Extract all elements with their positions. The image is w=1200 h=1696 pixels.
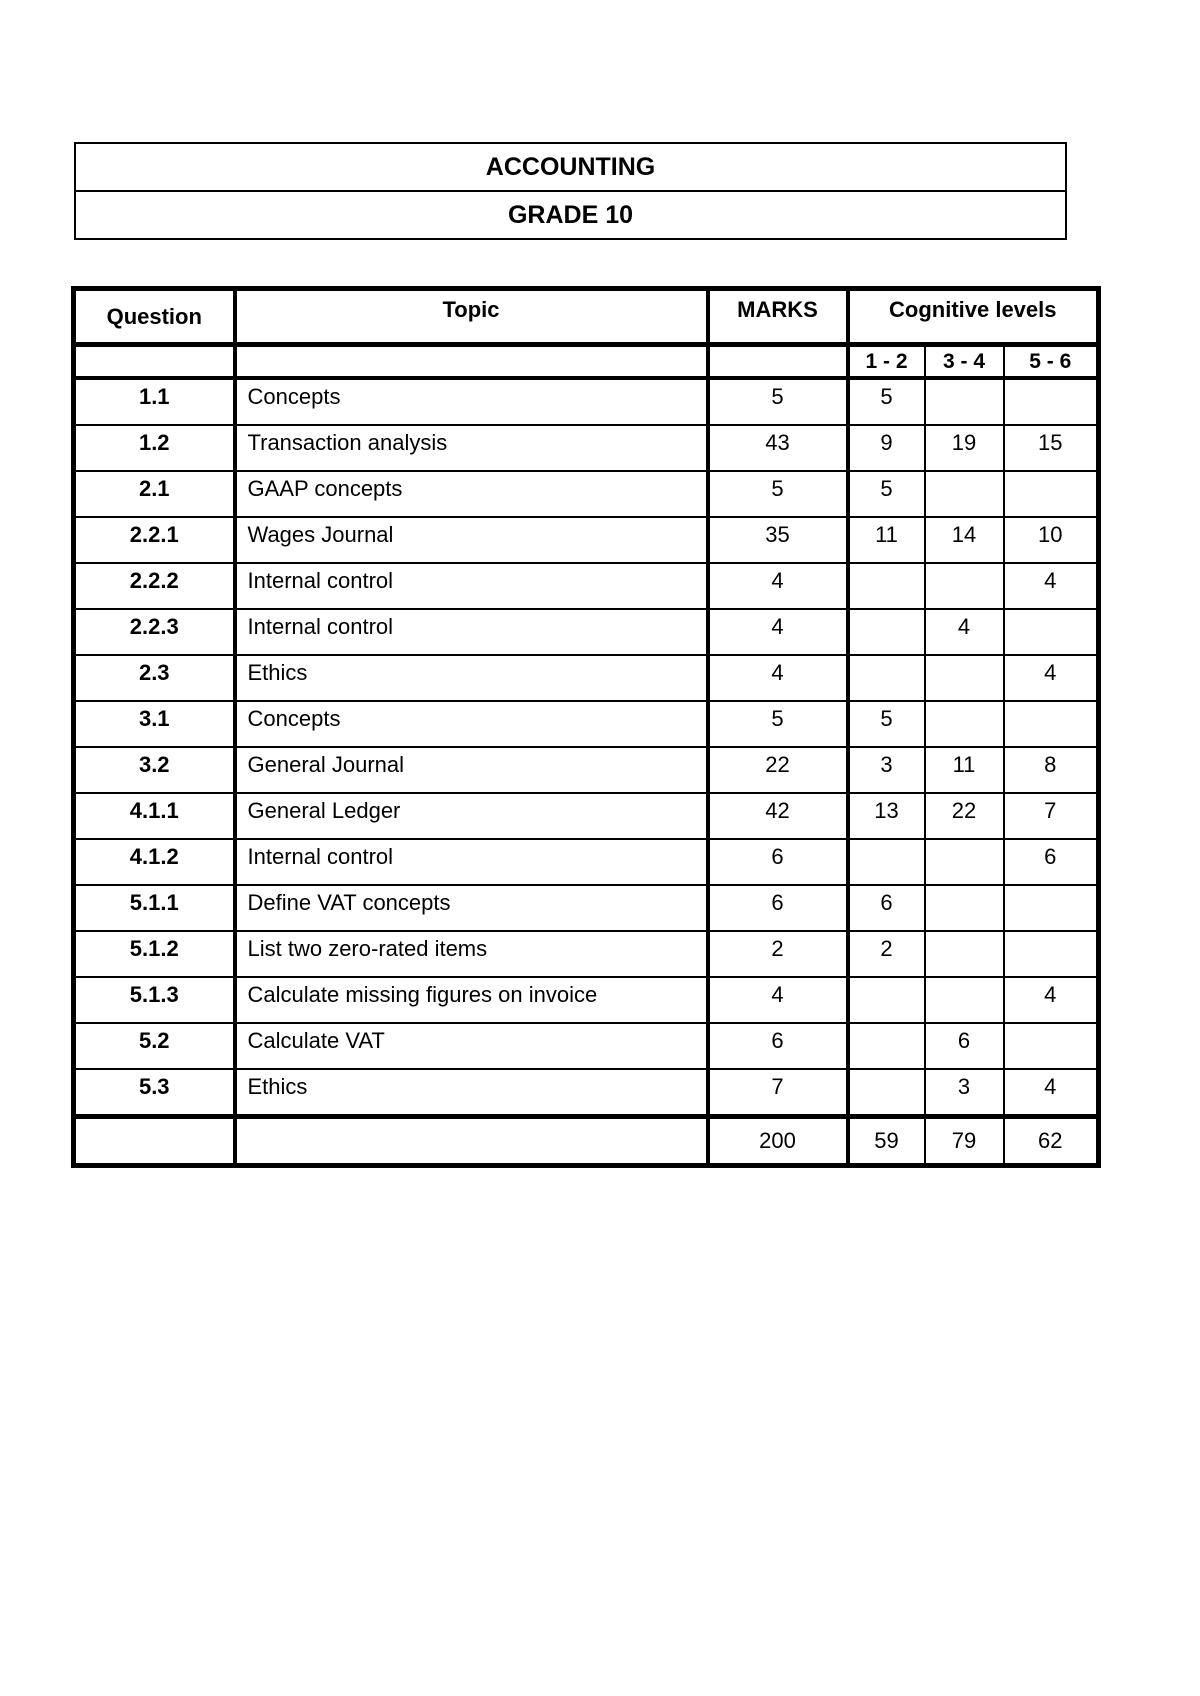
level-3-4-value <box>925 977 1004 1023</box>
level-1-2-value <box>848 609 925 655</box>
level-5-6-value <box>1004 1023 1099 1069</box>
table-row <box>74 425 1099 471</box>
level-1-2-value: 3 <box>848 747 925 793</box>
total-marks: 200 <box>708 1117 848 1166</box>
header-row <box>74 289 1099 345</box>
table-row <box>74 517 1099 563</box>
question-number: 2.1 <box>74 471 235 517</box>
level-5-6-value: 4 <box>1004 563 1099 609</box>
subject-title: ACCOUNTING <box>75 143 1066 191</box>
question-number: 1.2 <box>74 425 235 471</box>
question-number: 2.2.1 <box>74 517 235 563</box>
level-3-4-value <box>925 655 1004 701</box>
level-1-2-value: 6 <box>848 885 925 931</box>
marks: 6 <box>708 885 848 931</box>
level-3-4-value <box>925 931 1004 977</box>
level-5-6-value: 4 <box>1004 977 1099 1023</box>
level-5-6-value: 15 <box>1004 425 1099 471</box>
question-number: 4.1.1 <box>74 793 235 839</box>
topic: Concepts <box>235 378 708 425</box>
topic: Internal control <box>235 609 708 655</box>
marks: 4 <box>708 609 848 655</box>
total-level-5-6: 62 <box>1004 1117 1099 1166</box>
level-3-4-value <box>925 471 1004 517</box>
level-1-2-value: 5 <box>848 378 925 425</box>
marks: 5 <box>708 378 848 425</box>
question-number: 5.3 <box>74 1069 235 1117</box>
marks: 22 <box>708 747 848 793</box>
marks: 35 <box>708 517 848 563</box>
total-empty-question <box>74 1117 235 1166</box>
question-number: 3.1 <box>74 701 235 747</box>
topic: GAAP concepts <box>235 471 708 517</box>
level-1-2-value <box>848 563 925 609</box>
marks: 5 <box>708 471 848 517</box>
topic: Wages Journal <box>235 517 708 563</box>
marks: 7 <box>708 1069 848 1117</box>
marks: 2 <box>708 931 848 977</box>
table-row <box>74 1069 1099 1117</box>
table-body <box>74 378 1099 1117</box>
topic: Ethics <box>235 1069 708 1117</box>
subheader-empty-topic <box>235 345 708 379</box>
table-row <box>74 655 1099 701</box>
title-box <box>74 142 1067 240</box>
table-row <box>74 378 1099 425</box>
grade-title: GRADE 10 <box>75 191 1066 239</box>
question-number: 2.2.3 <box>74 609 235 655</box>
level-1-2-value <box>848 655 925 701</box>
column-header-cognitive-levels: Cognitive levels <box>848 289 1099 345</box>
table-row <box>74 977 1099 1023</box>
level-3-4-value: 3 <box>925 1069 1004 1117</box>
level-3-4-value: 11 <box>925 747 1004 793</box>
topic: General Journal <box>235 747 708 793</box>
level-5-6-value: 6 <box>1004 839 1099 885</box>
level-1-2-value: 11 <box>848 517 925 563</box>
table-row <box>74 701 1099 747</box>
level-3-4-value <box>925 378 1004 425</box>
level-1-2-value <box>848 1023 925 1069</box>
level-header-5-6: 5 - 6 <box>1004 345 1099 379</box>
level-1-2-value <box>848 839 925 885</box>
level-1-2-value: 5 <box>848 701 925 747</box>
level-3-4-value: 4 <box>925 609 1004 655</box>
level-3-4-value: 6 <box>925 1023 1004 1069</box>
column-header-marks: MARKS <box>708 289 848 345</box>
table-row <box>74 1023 1099 1069</box>
question-number: 4.1.2 <box>74 839 235 885</box>
level-3-4-value: 14 <box>925 517 1004 563</box>
question-number: 3.2 <box>74 747 235 793</box>
level-3-4-value: 19 <box>925 425 1004 471</box>
level-5-6-value <box>1004 931 1099 977</box>
question-number: 5.1.3 <box>74 977 235 1023</box>
level-1-2-value <box>848 977 925 1023</box>
level-5-6-value: 4 <box>1004 1069 1099 1117</box>
level-5-6-value: 4 <box>1004 655 1099 701</box>
level-3-4-value: 22 <box>925 793 1004 839</box>
marks: 6 <box>708 839 848 885</box>
level-header-1-2: 1 - 2 <box>848 345 925 379</box>
marks: 43 <box>708 425 848 471</box>
total-empty-topic <box>235 1117 708 1166</box>
topic: General Ledger <box>235 793 708 839</box>
question-number: 5.1.1 <box>74 885 235 931</box>
topic: Concepts <box>235 701 708 747</box>
question-number: 5.2 <box>74 1023 235 1069</box>
topic: Calculate VAT <box>235 1023 708 1069</box>
level-5-6-value <box>1004 471 1099 517</box>
total-level-3-4: 79 <box>925 1117 1004 1166</box>
level-5-6-value <box>1004 378 1099 425</box>
level-5-6-value <box>1004 701 1099 747</box>
table-row <box>74 747 1099 793</box>
cognitive-levels-table <box>71 286 1101 1168</box>
marks: 4 <box>708 977 848 1023</box>
table-row <box>74 931 1099 977</box>
question-number: 2.3 <box>74 655 235 701</box>
table-row <box>74 839 1099 885</box>
topic: Transaction analysis <box>235 425 708 471</box>
subheader-empty-question <box>74 345 235 379</box>
marks: 5 <box>708 701 848 747</box>
level-1-2-value: 2 <box>848 931 925 977</box>
level-3-4-value <box>925 701 1004 747</box>
column-header-topic: Topic <box>235 289 708 345</box>
level-5-6-value <box>1004 885 1099 931</box>
topic: List two zero-rated items <box>235 931 708 977</box>
level-1-2-value <box>848 1069 925 1117</box>
level-3-4-value <box>925 885 1004 931</box>
level-1-2-value: 13 <box>848 793 925 839</box>
column-header-question: Question <box>74 289 235 345</box>
topic: Define VAT concepts <box>235 885 708 931</box>
topic: Internal control <box>235 839 708 885</box>
level-5-6-value: 10 <box>1004 517 1099 563</box>
table-row <box>74 563 1099 609</box>
total-level-1-2: 59 <box>848 1117 925 1166</box>
level-3-4-value <box>925 563 1004 609</box>
topic: Internal control <box>235 563 708 609</box>
total-row <box>74 1117 1099 1166</box>
topic: Ethics <box>235 655 708 701</box>
level-3-4-value <box>925 839 1004 885</box>
level-1-2-value: 9 <box>848 425 925 471</box>
question-number: 5.1.2 <box>74 931 235 977</box>
level-5-6-value: 7 <box>1004 793 1099 839</box>
marks: 4 <box>708 563 848 609</box>
question-number: 1.1 <box>74 378 235 425</box>
table-row <box>74 885 1099 931</box>
subheader-empty-marks <box>708 345 848 379</box>
marks: 42 <box>708 793 848 839</box>
marks: 6 <box>708 1023 848 1069</box>
table-row <box>74 609 1099 655</box>
level-header-3-4: 3 - 4 <box>925 345 1004 379</box>
table-row <box>74 793 1099 839</box>
level-1-2-value: 5 <box>848 471 925 517</box>
question-number: 2.2.2 <box>74 563 235 609</box>
table-row <box>74 471 1099 517</box>
level-5-6-value <box>1004 609 1099 655</box>
subheader-row <box>74 345 1099 379</box>
level-5-6-value: 8 <box>1004 747 1099 793</box>
topic: Calculate missing figures on invoice <box>235 977 708 1023</box>
marks: 4 <box>708 655 848 701</box>
